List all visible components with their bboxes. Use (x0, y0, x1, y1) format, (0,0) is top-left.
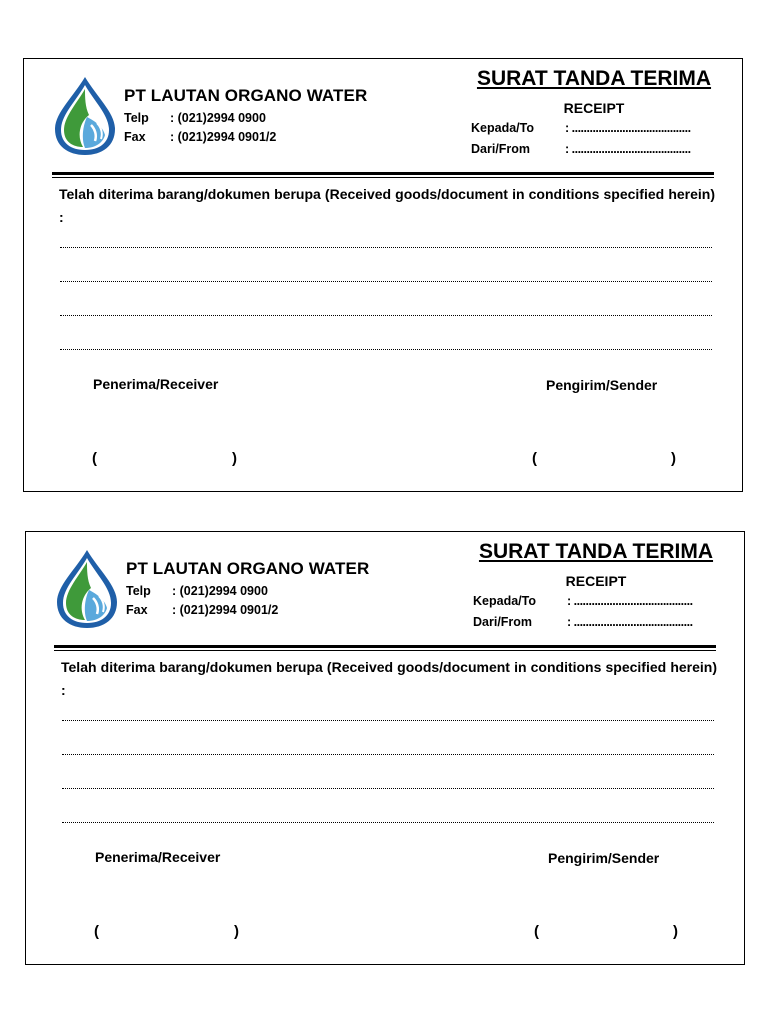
receiver-label: Penerima/Receiver (93, 376, 219, 392)
goods-entry-line[interactable] (62, 720, 714, 721)
header-divider (52, 172, 714, 175)
sender-signature-open: ( (534, 923, 539, 940)
fax-value: : (021)2994 0901/2 (170, 130, 277, 144)
goods-entry-line[interactable] (60, 281, 712, 282)
receiver-signature-close: ) (232, 450, 237, 467)
receiver-label: Penerima/Receiver (95, 849, 221, 865)
received-statement: Telah diterima barang/dokumen berupa (Received goods/document in conditions specified herein) : (61, 659, 717, 698)
from-field[interactable] (473, 615, 693, 629)
fax-label: Fax (124, 130, 146, 144)
goods-entry-line[interactable] (62, 754, 714, 755)
telp-line (124, 111, 266, 125)
to-field[interactable] (471, 121, 691, 135)
from-value[interactable]: : ........................................ (567, 615, 693, 629)
header-divider (54, 645, 716, 648)
sender-signature-close: ) (671, 450, 676, 467)
from-label: Dari/From (473, 615, 533, 629)
received-statement: Telah diterima barang/dokumen berupa (Received goods/document in conditions specified herein) : (59, 186, 715, 225)
receipt-form-2 (25, 531, 745, 965)
company-name: PT LAUTAN ORGANO WATER (124, 86, 368, 105)
to-label: Kepada/To (471, 121, 534, 135)
goods-entry-line[interactable] (62, 822, 714, 823)
goods-entry-line[interactable] (60, 349, 712, 350)
header-divider-thin (52, 177, 714, 178)
fax-line (124, 130, 276, 144)
to-value[interactable]: : ........................................ (567, 594, 693, 608)
receipt-title: SURAT TANDA TERIMA (476, 67, 712, 90)
receipt-subtitle: RECEIPT (563, 100, 625, 116)
receipt-subtitle: RECEIPT (565, 573, 627, 589)
header-divider-thin (54, 650, 716, 651)
goods-entry-line[interactable] (60, 315, 712, 316)
telp-value: : (021)2994 0900 (172, 584, 268, 598)
to-field[interactable] (473, 594, 693, 608)
to-label: Kepada/To (473, 594, 536, 608)
telp-value: : (021)2994 0900 (170, 111, 266, 125)
telp-label: Telp (124, 111, 149, 125)
receiver-signature-open: ( (94, 923, 99, 940)
sender-label: Pengirim/Sender (546, 377, 658, 393)
fax-line (126, 603, 278, 617)
receipt-title: SURAT TANDA TERIMA (478, 540, 714, 563)
fax-label: Fax (126, 603, 148, 617)
goods-entry-line[interactable] (62, 788, 714, 789)
receiver-signature-open: ( (92, 450, 97, 467)
from-value[interactable]: : ........................................ (565, 142, 691, 156)
from-field[interactable] (471, 142, 691, 156)
sender-label: Pengirim/Sender (548, 850, 660, 866)
to-value[interactable]: : ........................................ (565, 121, 691, 135)
sender-signature-open: ( (532, 450, 537, 467)
telp-line (126, 584, 268, 598)
water-drop-logo-icon (51, 75, 119, 157)
water-drop-logo-icon (53, 548, 121, 630)
goods-entry-line[interactable] (60, 247, 712, 248)
telp-label: Telp (126, 584, 151, 598)
receiver-signature-close: ) (234, 923, 239, 940)
fax-value: : (021)2994 0901/2 (172, 603, 279, 617)
from-label: Dari/From (471, 142, 531, 156)
receipt-form-1 (23, 58, 743, 492)
sender-signature-close: ) (673, 923, 678, 940)
company-name: PT LAUTAN ORGANO WATER (126, 559, 370, 578)
